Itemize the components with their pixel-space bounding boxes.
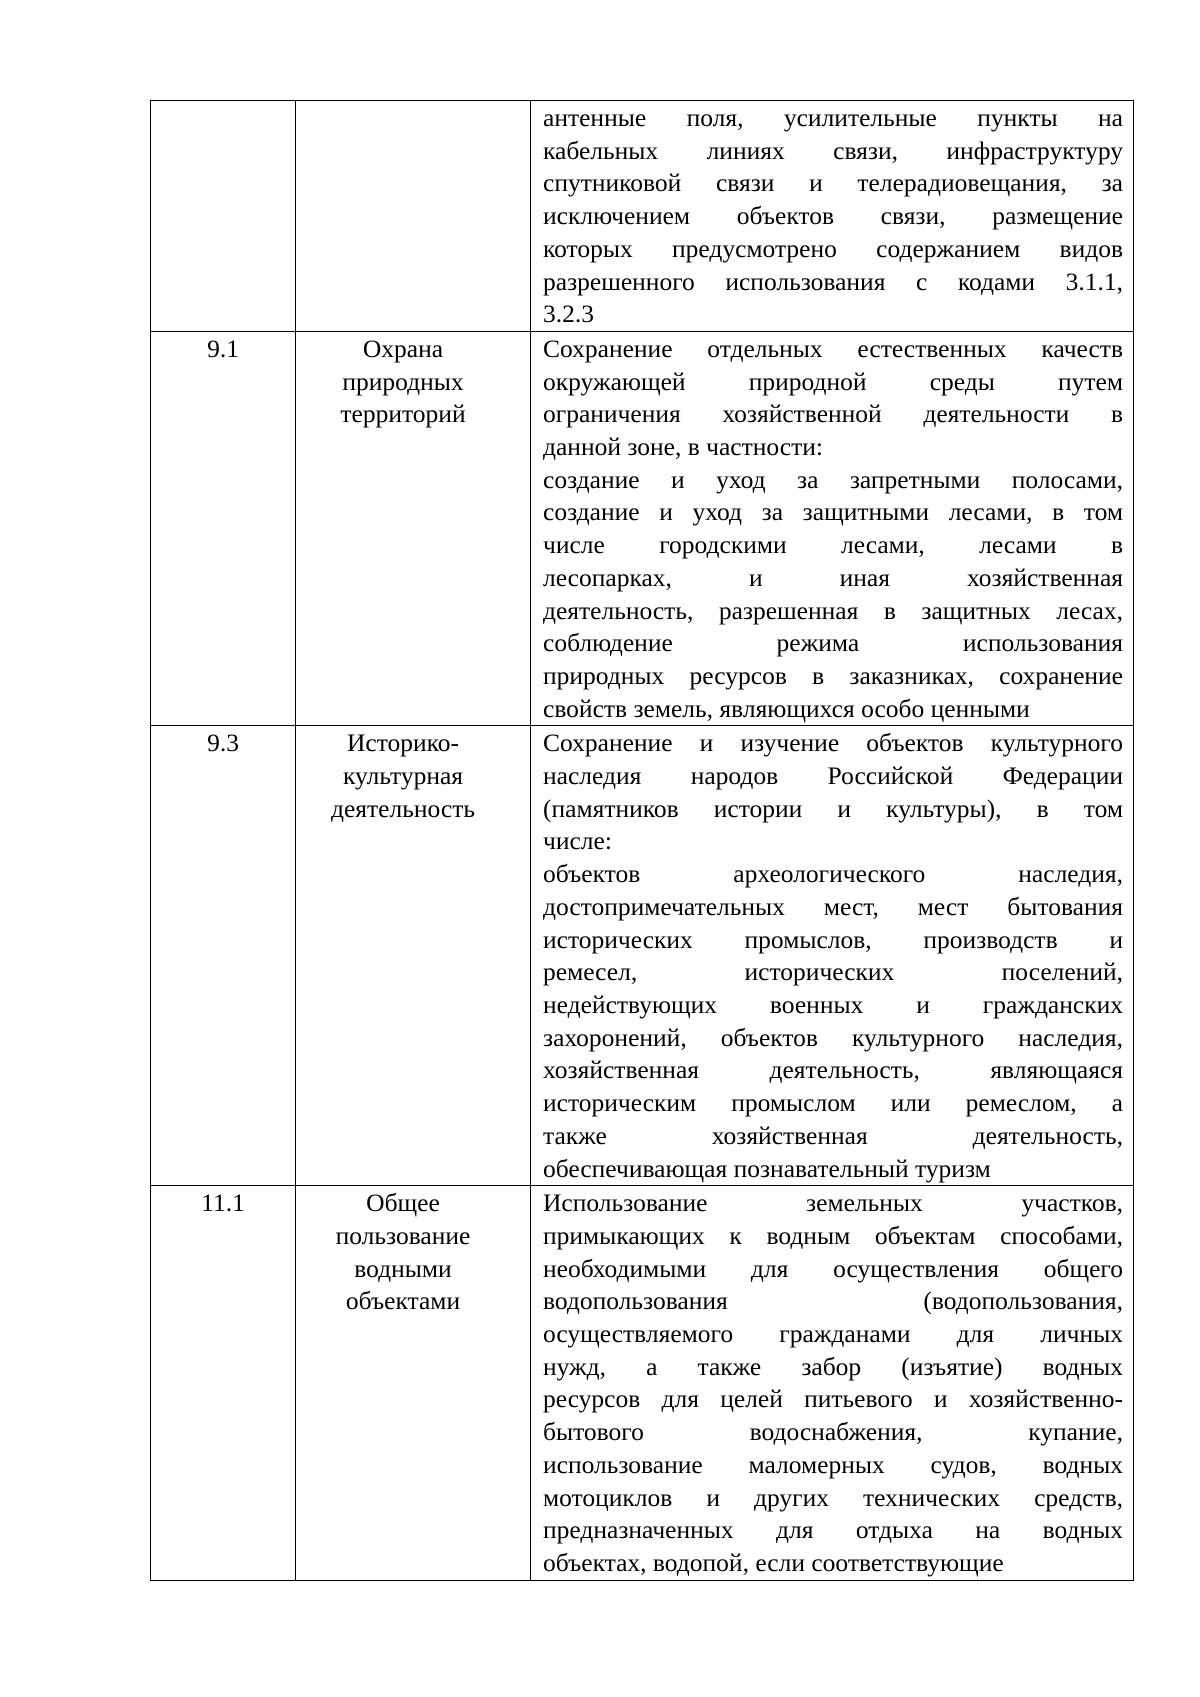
description-line: свойств земель, являющихся особо ценными	[543, 693, 1030, 723]
description-line: использование маломерных судов, водных	[543, 1449, 1123, 1479]
description-line: объектов археологического наследия,	[543, 859, 1123, 889]
land-use-description	[531, 1186, 1134, 1580]
description-line: исторических промыслов, производств и	[543, 924, 1123, 954]
description-line: Сохранение и изучение объектов культурного	[543, 728, 1123, 758]
description-line: создание и уход за запретными полосами,	[543, 464, 1123, 494]
description-line: кабельных линиях связи, инфраструктуру	[543, 135, 1123, 165]
description-line: антенные поля, усилительные пункты на	[543, 103, 1123, 132]
description-line: ремесел, исторических поселений,	[543, 957, 1123, 987]
land-use-code: 9.1	[151, 331, 296, 725]
description-line: предназначенных для отдыха на водных	[543, 1515, 1123, 1545]
description-line: обеспечивающая познавательный туризм	[543, 1153, 991, 1183]
land-use-description	[531, 726, 1134, 1186]
land-use-table	[150, 100, 1134, 1581]
description-line: ограничения хозяйственной деятельности в	[543, 399, 1123, 429]
table-row	[151, 101, 1134, 332]
land-use-description	[531, 331, 1134, 725]
table-row	[151, 1186, 1134, 1580]
description-line: создание и уход за защитными лесами, в том	[543, 497, 1123, 527]
description-line: данной зоне, в частности:	[543, 432, 823, 462]
description-line: мотоциклов и других технических средств,	[543, 1482, 1123, 1512]
description-line: захоронений, объектов культурного наследия,	[543, 1022, 1123, 1052]
land-use-name-line: природных	[342, 366, 464, 396]
land-use-name-line: Общее	[366, 1188, 440, 1218]
description-line: достопримечательных мест, мест бытования	[543, 891, 1123, 921]
table-row	[151, 331, 1134, 725]
land-use-name-line: деятельность	[331, 793, 475, 823]
land-use-description	[531, 101, 1134, 332]
land-use-name-line: объектами	[345, 1286, 461, 1316]
land-use-code: 11.1	[151, 1186, 296, 1580]
land-use-name	[296, 331, 531, 725]
land-use-name-line: Историко-	[346, 728, 460, 758]
land-use-name	[296, 726, 531, 1186]
description-line: (памятников истории и культуры), в том	[543, 793, 1123, 823]
description-line: бытового водоснабжения, купание,	[543, 1417, 1123, 1447]
description-line: числе городскими лесами, лесами в	[543, 530, 1123, 560]
table-row	[151, 726, 1134, 1186]
land-use-name-line: культурная	[342, 761, 464, 791]
description-line: разрешенного использования с кодами 3.1.1,	[543, 266, 1123, 296]
table-body	[151, 101, 1134, 1581]
land-use-name-line: территорий	[340, 399, 466, 429]
description-line: объектах, водопой, если соответствующие	[543, 1547, 1004, 1577]
description-line: осуществляемого гражданами для личных	[543, 1319, 1123, 1349]
land-use-name	[296, 101, 531, 332]
description-line: окружающей природной среды путем	[543, 366, 1123, 396]
description-line: спутниковой связи и телерадиовещания, за	[543, 168, 1123, 198]
description-line: наследия народов Российской Федерации	[543, 761, 1123, 791]
description-line: водопользования (водопользования,	[543, 1286, 1123, 1316]
description-line: необходимыми для осуществления общего	[543, 1253, 1123, 1283]
land-use-code: 9.3	[151, 726, 296, 1186]
description-line: Использование земельных участков,	[543, 1188, 1123, 1218]
description-line: недействующих военных и гражданских	[543, 989, 1123, 1019]
land-use-name-line: пользование	[335, 1220, 471, 1250]
description-line: деятельность, разрешенная в защитных лесах,	[543, 595, 1123, 625]
land-use-name	[296, 1186, 531, 1580]
description-line: хозяйственная деятельность, являющаяся	[543, 1055, 1123, 1085]
description-line: соблюдение режима использования	[543, 628, 1123, 658]
description-line: которых предусмотрено содержанием видов	[543, 233, 1123, 263]
description-line: 3.2.3	[543, 299, 594, 329]
description-line: нужд, а также забор (изъятие) водных	[543, 1351, 1123, 1381]
description-line: лесопарках, и иная хозяйственная	[543, 562, 1123, 592]
land-use-code	[151, 101, 296, 332]
description-line: числе:	[543, 826, 612, 856]
description-line: ресурсов для целей питьевого и хозяйственно-	[543, 1384, 1123, 1414]
description-line: примыкающих к водным объектам способами,	[543, 1220, 1123, 1250]
description-line: исключением объектов связи, размещение	[543, 201, 1123, 231]
description-line: природных ресурсов в заказниках, сохранение	[543, 660, 1123, 690]
description-line: также хозяйственная деятельность,	[543, 1120, 1123, 1150]
land-use-name-line: Охрана	[362, 333, 444, 363]
description-line: Сохранение отдельных естественных качеств	[543, 333, 1123, 363]
land-use-name-line: водными	[354, 1253, 452, 1283]
description-line: историческим промыслом или ремеслом, а	[543, 1088, 1123, 1118]
